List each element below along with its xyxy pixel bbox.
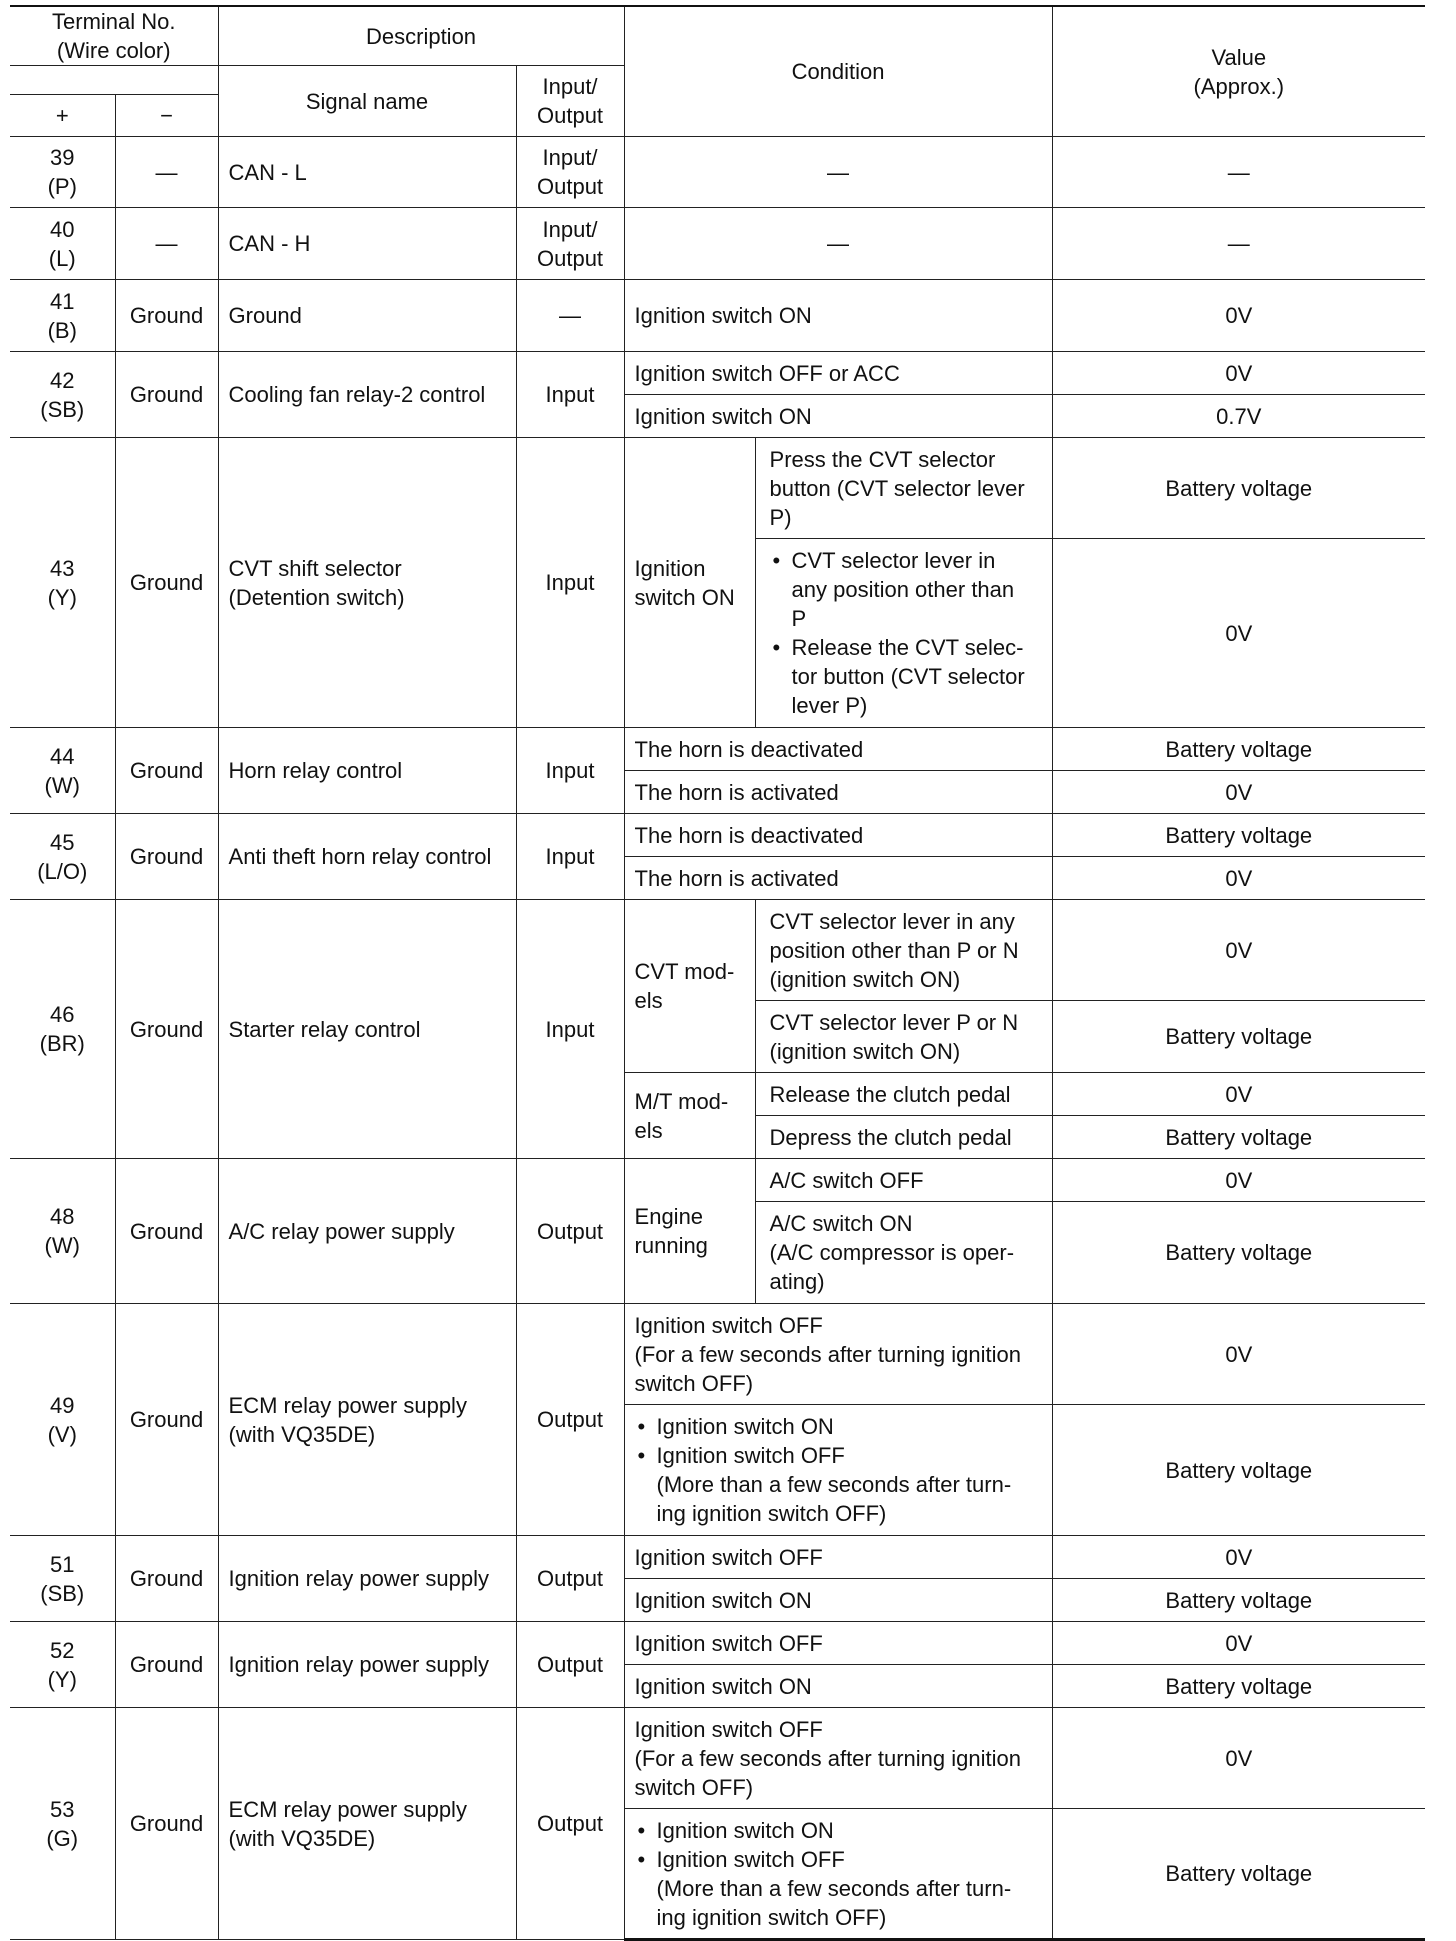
- header-terminal-spacer: [10, 66, 218, 95]
- table-row: [10, 1622, 1425, 1665]
- input-output-cell: —: [516, 280, 624, 352]
- condition-cell: Depress the clutch pedal: [755, 1116, 1052, 1159]
- condition-cell: Ignition switch OFF: [624, 1622, 1052, 1665]
- table-row: [10, 1536, 1425, 1579]
- condition-bullet-list: [635, 1412, 1042, 1528]
- condition-cell: A/C switch ON (A/C compressor is oper- ating): [755, 1202, 1052, 1304]
- condition-cell: Press the CVT selector button (CVT selector lever P): [755, 438, 1052, 539]
- value-cell: Battery voltage: [1052, 728, 1425, 771]
- condition-bullet: • Ignition switch OFF (More than a few seconds after turn- ing ignition switch OFF): [635, 1845, 1042, 1932]
- ground-cell: Ground: [115, 1622, 218, 1708]
- value-cell: Battery voltage: [1052, 1202, 1425, 1304]
- condition-cell: Ignition switch ON: [624, 1579, 1052, 1622]
- input-output-cell: Output: [516, 1622, 624, 1708]
- value-cell: 0V: [1052, 280, 1425, 352]
- signal-name-cell: A/C relay power supply: [218, 1159, 516, 1304]
- condition-cell: Ignition switch OFF (For a few seconds after turning ignition switch OFF): [624, 1708, 1052, 1809]
- signal-name-cell: Anti theft horn relay control: [218, 814, 516, 900]
- header-minus: −: [115, 95, 218, 137]
- condition-cell: Ignition switch ON: [624, 395, 1052, 438]
- condition-bullets-cell: [624, 1405, 1052, 1536]
- condition-cell: The horn is activated: [624, 771, 1052, 814]
- terminal-table-sheet: [10, 5, 1425, 1941]
- table-row: [10, 814, 1425, 857]
- condition-cell: Ignition switch OFF or ACC: [624, 352, 1052, 395]
- value-cell: 0V: [1052, 352, 1425, 395]
- condition-group-cell: Engine running: [624, 1159, 755, 1304]
- condition-cell: Ignition switch ON: [624, 1665, 1052, 1708]
- input-output-cell: Input/ Output: [516, 137, 624, 208]
- value-cell: —: [1052, 208, 1425, 280]
- terminal-cell: 46 (BR): [10, 900, 115, 1159]
- value-cell: Battery voltage: [1052, 1405, 1425, 1536]
- condition-cell: The horn is activated: [624, 857, 1052, 900]
- ground-cell: Ground: [115, 1304, 218, 1536]
- terminal-value-table: [10, 5, 1425, 1941]
- input-output-cell: Input: [516, 900, 624, 1159]
- header-value: Value (Approx.): [1052, 6, 1425, 137]
- signal-name-cell: CAN - H: [218, 208, 516, 280]
- value-cell: 0V: [1052, 1622, 1425, 1665]
- input-output-cell: Output: [516, 1304, 624, 1536]
- terminal-cell: 42 (SB): [10, 352, 115, 438]
- value-cell: 0V: [1052, 1304, 1425, 1405]
- header-condition: Condition: [624, 6, 1052, 137]
- input-output-cell: Output: [516, 1159, 624, 1304]
- header-description: Description: [218, 6, 624, 66]
- header-plus: +: [10, 95, 115, 137]
- table-row: [10, 438, 1425, 539]
- ground-cell: Ground: [115, 1708, 218, 1940]
- input-output-cell: Output: [516, 1536, 624, 1622]
- condition-bullet: • Ignition switch ON: [635, 1816, 1042, 1845]
- condition-bullet: • CVT selector lever in any position other than P: [770, 546, 1044, 633]
- condition-bullet: • Release the CVT selec- tor button (CVT selector lever P): [770, 633, 1044, 720]
- signal-name-cell: Horn relay control: [218, 728, 516, 814]
- condition-bullets-cell: [624, 1809, 1052, 1940]
- ground-cell: Ground: [115, 900, 218, 1159]
- ground-cell: —: [115, 137, 218, 208]
- value-cell: Battery voltage: [1052, 1809, 1425, 1940]
- terminal-cell: 43 (Y): [10, 438, 115, 728]
- table-row: [10, 1304, 1425, 1405]
- value-cell: 0V: [1052, 1536, 1425, 1579]
- value-cell: 0V: [1052, 1073, 1425, 1116]
- value-cell: Battery voltage: [1052, 438, 1425, 539]
- ground-cell: Ground: [115, 814, 218, 900]
- condition-cell: Ignition switch ON: [624, 280, 1052, 352]
- condition-cell: Release the clutch pedal: [755, 1073, 1052, 1116]
- condition-cell: Ignition switch OFF (For a few seconds after turning ignition switch OFF): [624, 1304, 1052, 1405]
- signal-name-cell: Ground: [218, 280, 516, 352]
- table-row: [10, 1159, 1425, 1202]
- value-cell: 0V: [1052, 857, 1425, 900]
- table-row: [10, 137, 1425, 208]
- value-cell: Battery voltage: [1052, 1001, 1425, 1073]
- table-row: [10, 1708, 1425, 1809]
- ground-cell: Ground: [115, 1536, 218, 1622]
- value-cell: 0V: [1052, 1159, 1425, 1202]
- signal-name-cell: CAN - L: [218, 137, 516, 208]
- signal-name-cell: ECM relay power supply (with VQ35DE): [218, 1708, 516, 1940]
- table-row: [10, 352, 1425, 395]
- ground-cell: Ground: [115, 728, 218, 814]
- input-output-cell: Input: [516, 438, 624, 728]
- value-cell: Battery voltage: [1052, 1579, 1425, 1622]
- signal-name-cell: CVT shift selector (Detention switch): [218, 438, 516, 728]
- condition-cell: CVT selector lever P or N (ignition switch ON): [755, 1001, 1052, 1073]
- condition-cell: The horn is deactivated: [624, 814, 1052, 857]
- condition-cell: The horn is deactivated: [624, 728, 1052, 771]
- condition-bullet: • Ignition switch ON: [635, 1412, 1042, 1441]
- table-row: [10, 728, 1425, 771]
- terminal-cell: 39 (P): [10, 137, 115, 208]
- table-row: [10, 280, 1425, 352]
- ground-cell: Ground: [115, 438, 218, 728]
- input-output-cell: Input: [516, 728, 624, 814]
- condition-bullet-list: [770, 546, 1044, 720]
- condition-group-cell: CVT mod- els: [624, 900, 755, 1073]
- condition-group-cell: Ignition switch ON: [624, 438, 755, 728]
- signal-name-cell: Cooling fan relay-2 control: [218, 352, 516, 438]
- terminal-cell: 48 (W): [10, 1159, 115, 1304]
- value-cell: Battery voltage: [1052, 814, 1425, 857]
- header-signal-name: Signal name: [218, 66, 516, 137]
- condition-cell: —: [624, 208, 1052, 280]
- condition-cell: —: [624, 137, 1052, 208]
- terminal-cell: 52 (Y): [10, 1622, 115, 1708]
- header-input-output: Input/ Output: [516, 66, 624, 137]
- signal-name-cell: Ignition relay power supply: [218, 1622, 516, 1708]
- value-cell: Battery voltage: [1052, 1116, 1425, 1159]
- ground-cell: Ground: [115, 280, 218, 352]
- value-cell: 0V: [1052, 900, 1425, 1001]
- condition-cell: Ignition switch OFF: [624, 1536, 1052, 1579]
- condition-cell: A/C switch OFF: [755, 1159, 1052, 1202]
- terminal-cell: 40 (L): [10, 208, 115, 280]
- value-cell: 0V: [1052, 539, 1425, 728]
- signal-name-cell: ECM relay power supply (with VQ35DE): [218, 1304, 516, 1536]
- terminal-cell: 45 (L/O): [10, 814, 115, 900]
- input-output-cell: Input: [516, 352, 624, 438]
- value-cell: —: [1052, 137, 1425, 208]
- terminal-cell: 44 (W): [10, 728, 115, 814]
- terminal-cell: 41 (B): [10, 280, 115, 352]
- value-cell: 0.7V: [1052, 395, 1425, 438]
- header-row-1: [10, 6, 1425, 66]
- ground-cell: —: [115, 208, 218, 280]
- terminal-cell: 51 (SB): [10, 1536, 115, 1622]
- condition-bullet: • Ignition switch OFF (More than a few seconds after turn- ing ignition switch OFF): [635, 1441, 1042, 1528]
- condition-bullets-cell: [755, 539, 1052, 728]
- header-terminal-no: Terminal No. (Wire color): [10, 6, 218, 66]
- condition-group-cell: M/T mod- els: [624, 1073, 755, 1159]
- input-output-cell: Input/ Output: [516, 208, 624, 280]
- input-output-cell: Output: [516, 1708, 624, 1940]
- value-cell: 0V: [1052, 771, 1425, 814]
- input-output-cell: Input: [516, 814, 624, 900]
- signal-name-cell: Ignition relay power supply: [218, 1536, 516, 1622]
- terminal-cell: 49 (V): [10, 1304, 115, 1536]
- signal-name-cell: Starter relay control: [218, 900, 516, 1159]
- table-row: [10, 208, 1425, 280]
- value-cell: 0V: [1052, 1708, 1425, 1809]
- table-row: [10, 900, 1425, 1001]
- condition-cell: CVT selector lever in any position other than P or N (ignition switch ON): [755, 900, 1052, 1001]
- ground-cell: Ground: [115, 1159, 218, 1304]
- ground-cell: Ground: [115, 352, 218, 438]
- value-cell: Battery voltage: [1052, 1665, 1425, 1708]
- terminal-cell: 53 (G): [10, 1708, 115, 1940]
- condition-bullet-list: [635, 1816, 1042, 1932]
